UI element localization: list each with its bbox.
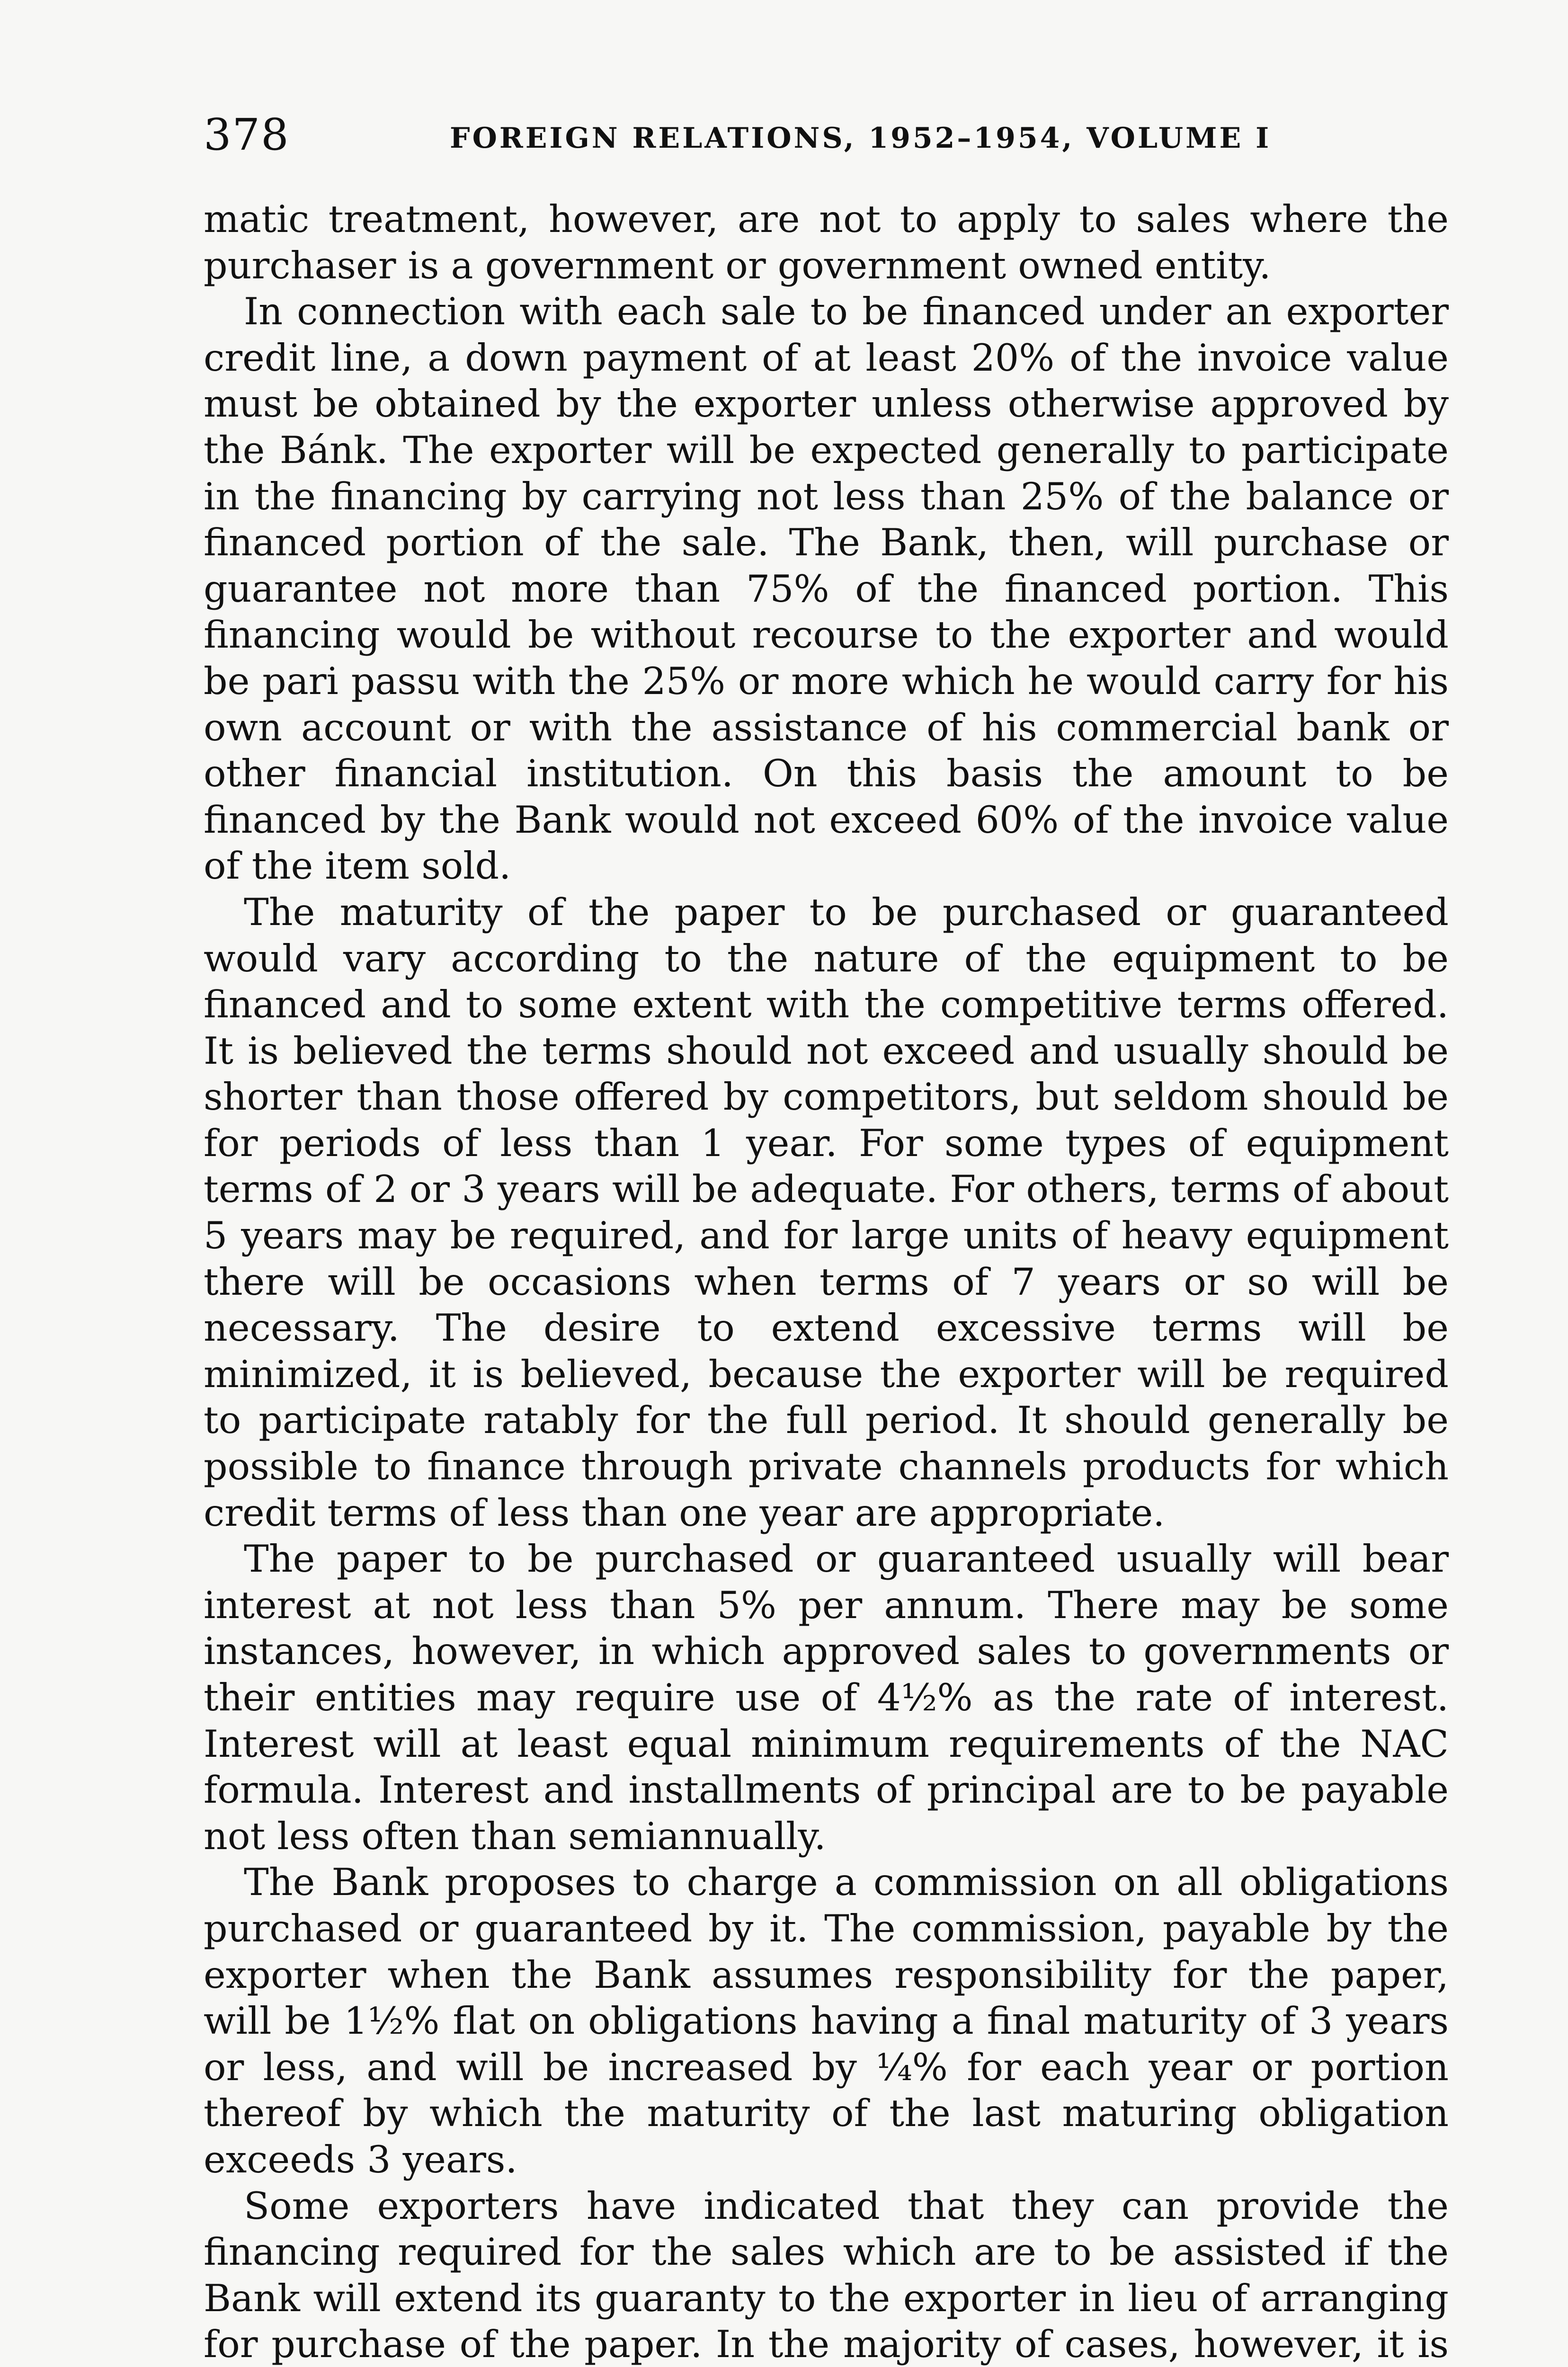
paragraph-maturity: The maturity of the paper to be purchased or guaranteed would vary according to the nature of the equipment to be financed and to some extent with the competitive terms offered. It is believed the terms should not exceed and usually should be shorter than those offered by competitors, but seldom should be for periods of less than 1 year. For some types of equipment terms of 2 or 3 years will be adequate. For others, terms of about 5 years may be required, and for large units of heavy equipment there will be occasions when terms of 7 years or so will be necessary. The desire to extend excessive terms will be minimized, it is believed, because the exporter will be required to participate ratably for the full period. It should generally be possible to finance through private channels products for which credit terms of less than one year are appropriate. bbox=[204, 890, 1449, 1535]
page-number: 378 bbox=[204, 109, 290, 160]
paragraph-continued: matic treatment, however, are not to apply to sales where the purchaser is a government or government owned entity. bbox=[204, 197, 1449, 287]
running-head bbox=[204, 107, 1453, 168]
paragraph-down-payment: In connection with each sale to be financed under an exporter credit line, a down payment of at least 20% of the invoice value must be obtained by the exporter unless otherwise approved by the Bánk. The exporter will be expected generally to participate in the financing by carrying not less than 25% of the balance or financed portion of the sale. The Bank, then, will purchase or guarantee not more than 75% of the financed portion. This financing would be without recourse to the exporter and would be pari passu with the 25% or more which he would carry for his own account or with the assistance of his commercial bank or other financial institution. On this basis the amount to be financed by the Bank would not exceed 60% of the invoice value of the item sold. bbox=[204, 290, 1449, 888]
running-title: FOREIGN RELATIONS, 1952–1954, VOLUME I bbox=[450, 122, 1272, 155]
paragraph-guaranty: Some exporters have indicated that they can provide the financing required for the sales which are to be assisted if the Bank will extend its guaranty to the exporter in lieu of arranging for purchase of the paper. In the majority of cases, however, it is bbox=[204, 2184, 1449, 2367]
paragraph-commission: The Bank proposes to charge a commission on all obligations purchased or guaranteed by it. The commission, payable by the exporter when the Bank assumes responsibility for the paper, will be 1½% flat on obligations having a final maturity of 3 years or less, and will be increased by ¼% for each year or portion thereof by which the maturity of the last maturing obligation exceeds 3 years. bbox=[204, 1860, 1449, 2181]
body-text bbox=[204, 196, 1449, 2367]
paragraph-interest: The paper to be purchased or guaranteed usually will bear interest at not less than 5% per annum. There may be some instances, however, in which approved sales to governments or their entities may require use of 4½% as the rate of interest. Interest will at least equal minimum requirements of the NAC formula. Interest and installments of principal are to be payable not less often than semiannually. bbox=[204, 1537, 1449, 1858]
